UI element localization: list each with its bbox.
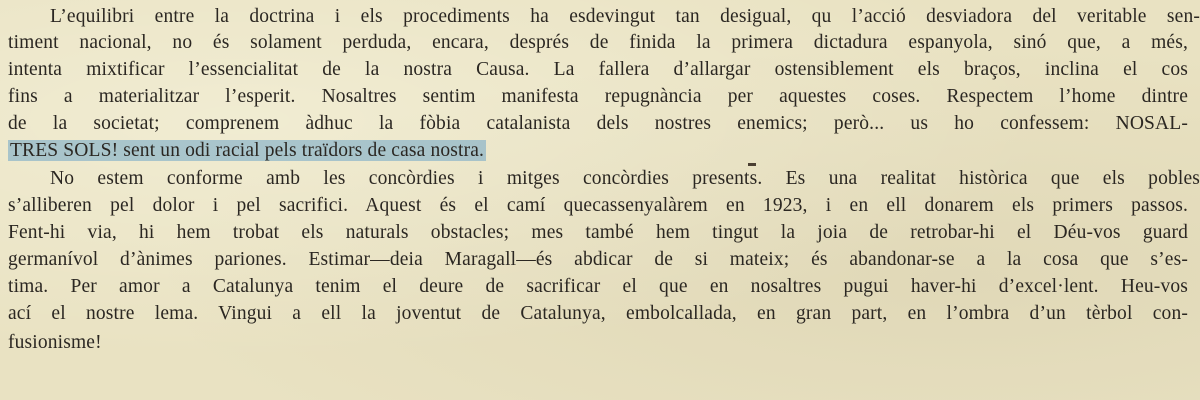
paragraph-2-line-5: tima. Per amor a Catalunya tenim el deure de sacrificar el que en nosaltres pugui haver-hi d’excel·lent. Heu-vos bbox=[8, 276, 1188, 297]
paragraph-1-line-1: L’equilibri entre la doctrina i els procediments ha esdevingut tan desigual, qu l’acció desviadora del veritable sen- bbox=[50, 6, 1200, 27]
paragraph-1-line-6 bbox=[0, 138, 1200, 164]
paragraph-1-line-5: de la societat; comprenem àdhuc la fòbia catalanista dels nostres enemics; però... us ho confessem: NOSAL- bbox=[8, 113, 1188, 134]
highlighted-text: TRES SOLS! sent un odi racial pels traïdors de casa nostra. bbox=[10, 140, 485, 161]
paragraph-2-line-6: ací el nostre lema. Vingui a ell la joventut de Catalunya, embolcallada, en gran part, en l’ombra d’un tèrbol con- bbox=[8, 303, 1188, 324]
paragraph-1-line-4: fins a materialitzar l’esperit. Nosaltres sentim manifesta repugnància per aquestes coses. Respectem l’home dintre bbox=[8, 86, 1188, 107]
paragraph-2-line-1: No estem conforme amb les concòrdies i mitges concòrdies presents. Es una realitat històrica que els pobles bbox=[50, 168, 1200, 189]
paragraph-2-line-2: s’alliberen pel dolor i pel sacrifici. Aquest és el camí quecassenyalàrem en 1923, i en ell donarem els primers passos. bbox=[8, 195, 1188, 216]
paragraph-1-line-2: timent nacional, no és solament perduda, encara, després de finida la primera dictadura espanyola, sinó que, a més, bbox=[8, 32, 1188, 53]
paragraph-1-line-3: intenta mixtificar l’essencialitat de la nostra Causa. La fallera d’allargar ostensiblement els braços, inclina el cos bbox=[8, 59, 1188, 80]
paragraph-2-line-3: Fent-hi via, hi hem trobat els naturals obstacles; mes també hem tingut la joia de retrobar-hi el Déu-vos guard bbox=[8, 222, 1188, 243]
bleed-through-text bbox=[0, 378, 1200, 400]
paragraph-2-line-7: fusionisme! bbox=[8, 332, 102, 353]
paragraph-2-line-4: germanívol d’ànimes pariones. Estimar—deia Maragall—és abdicar de si mateix; és abandonar-se a la cosa que s’es- bbox=[8, 249, 1188, 270]
